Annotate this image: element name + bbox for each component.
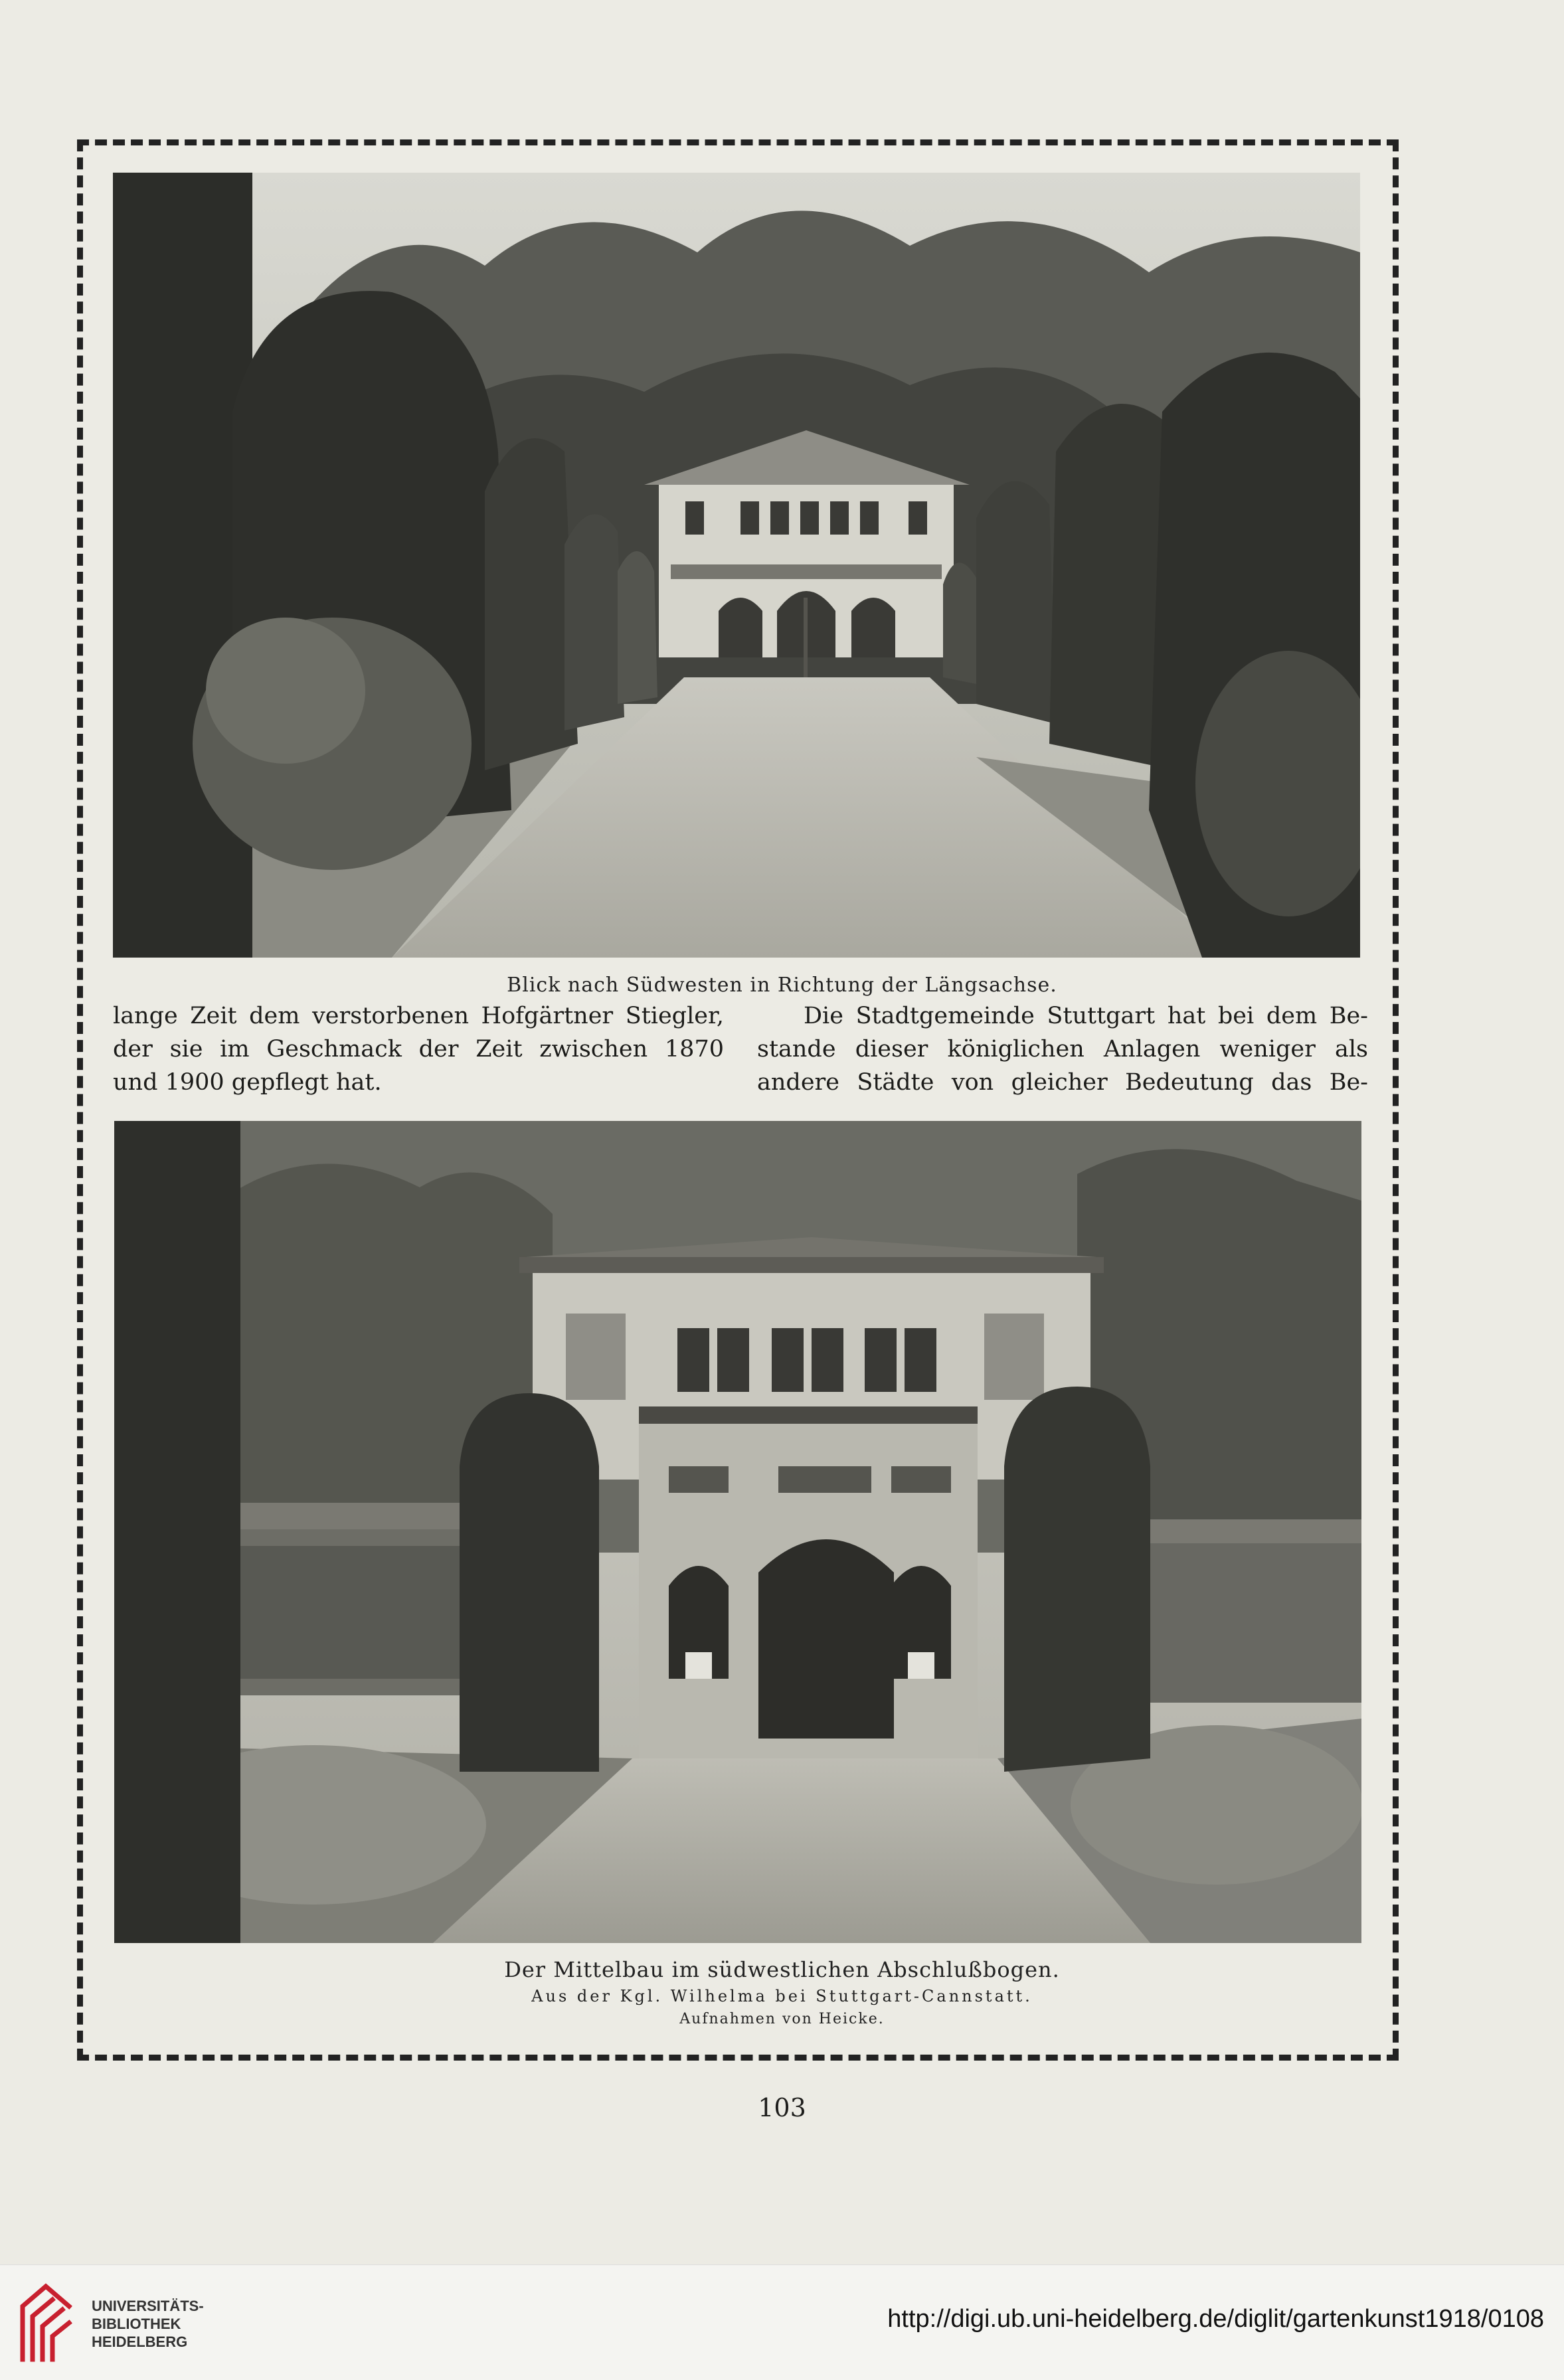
photo-garden-avenue: [113, 173, 1360, 958]
text-line: lange Zeit dem verstorbenen Hofgärtner Stiegler,: [113, 1003, 724, 1029]
text-line: und 1900 gepflegt hat.: [113, 1069, 382, 1096]
text-line: Die Stadtgemeinde Stuttgart hat bei dem Be-: [804, 1003, 1368, 1029]
photo-credit-line: Aufnahmen von Heicke.: [679, 2011, 885, 2027]
library-footer-bar: [0, 2264, 1564, 2380]
library-name-line: HEIDELBERG: [92, 2334, 188, 2350]
text-line: stande dieser königlichen Anlagen weniger als: [757, 1036, 1368, 1062]
university-library-logo-icon: [16, 2280, 76, 2366]
library-name-line: BIBLIOTHEK: [92, 2316, 181, 2332]
page-number: 103: [758, 2093, 806, 2122]
left-text-column: [113, 999, 724, 1099]
photo-central-building: [114, 1121, 1361, 1943]
photo-source-line: Aus der Kgl. Wilhelma bei Stuttgart-Cannstatt.: [531, 1987, 1033, 2005]
text-line: andere Städte von gleicher Bedeutung das Be-: [757, 1069, 1368, 1096]
library-name-line: UNIVERSITÄTS-: [92, 2298, 204, 2314]
top-photo-caption: Blick nach Südwesten in Richtung der Längsachse.: [507, 974, 1057, 997]
right-text-column: [757, 999, 1368, 1099]
source-url-link[interactable]: http://digi.ub.uni-heidelberg.de/diglit/gartenkunst1918/0108: [887, 2305, 1544, 2333]
library-name: [92, 2297, 204, 2351]
bottom-photo-caption: Der Mittelbau im südwestlichen Abschlußbogen.: [504, 1957, 1060, 1982]
text-line: der sie im Geschmack der Zeit zwischen 1870: [113, 1036, 724, 1062]
